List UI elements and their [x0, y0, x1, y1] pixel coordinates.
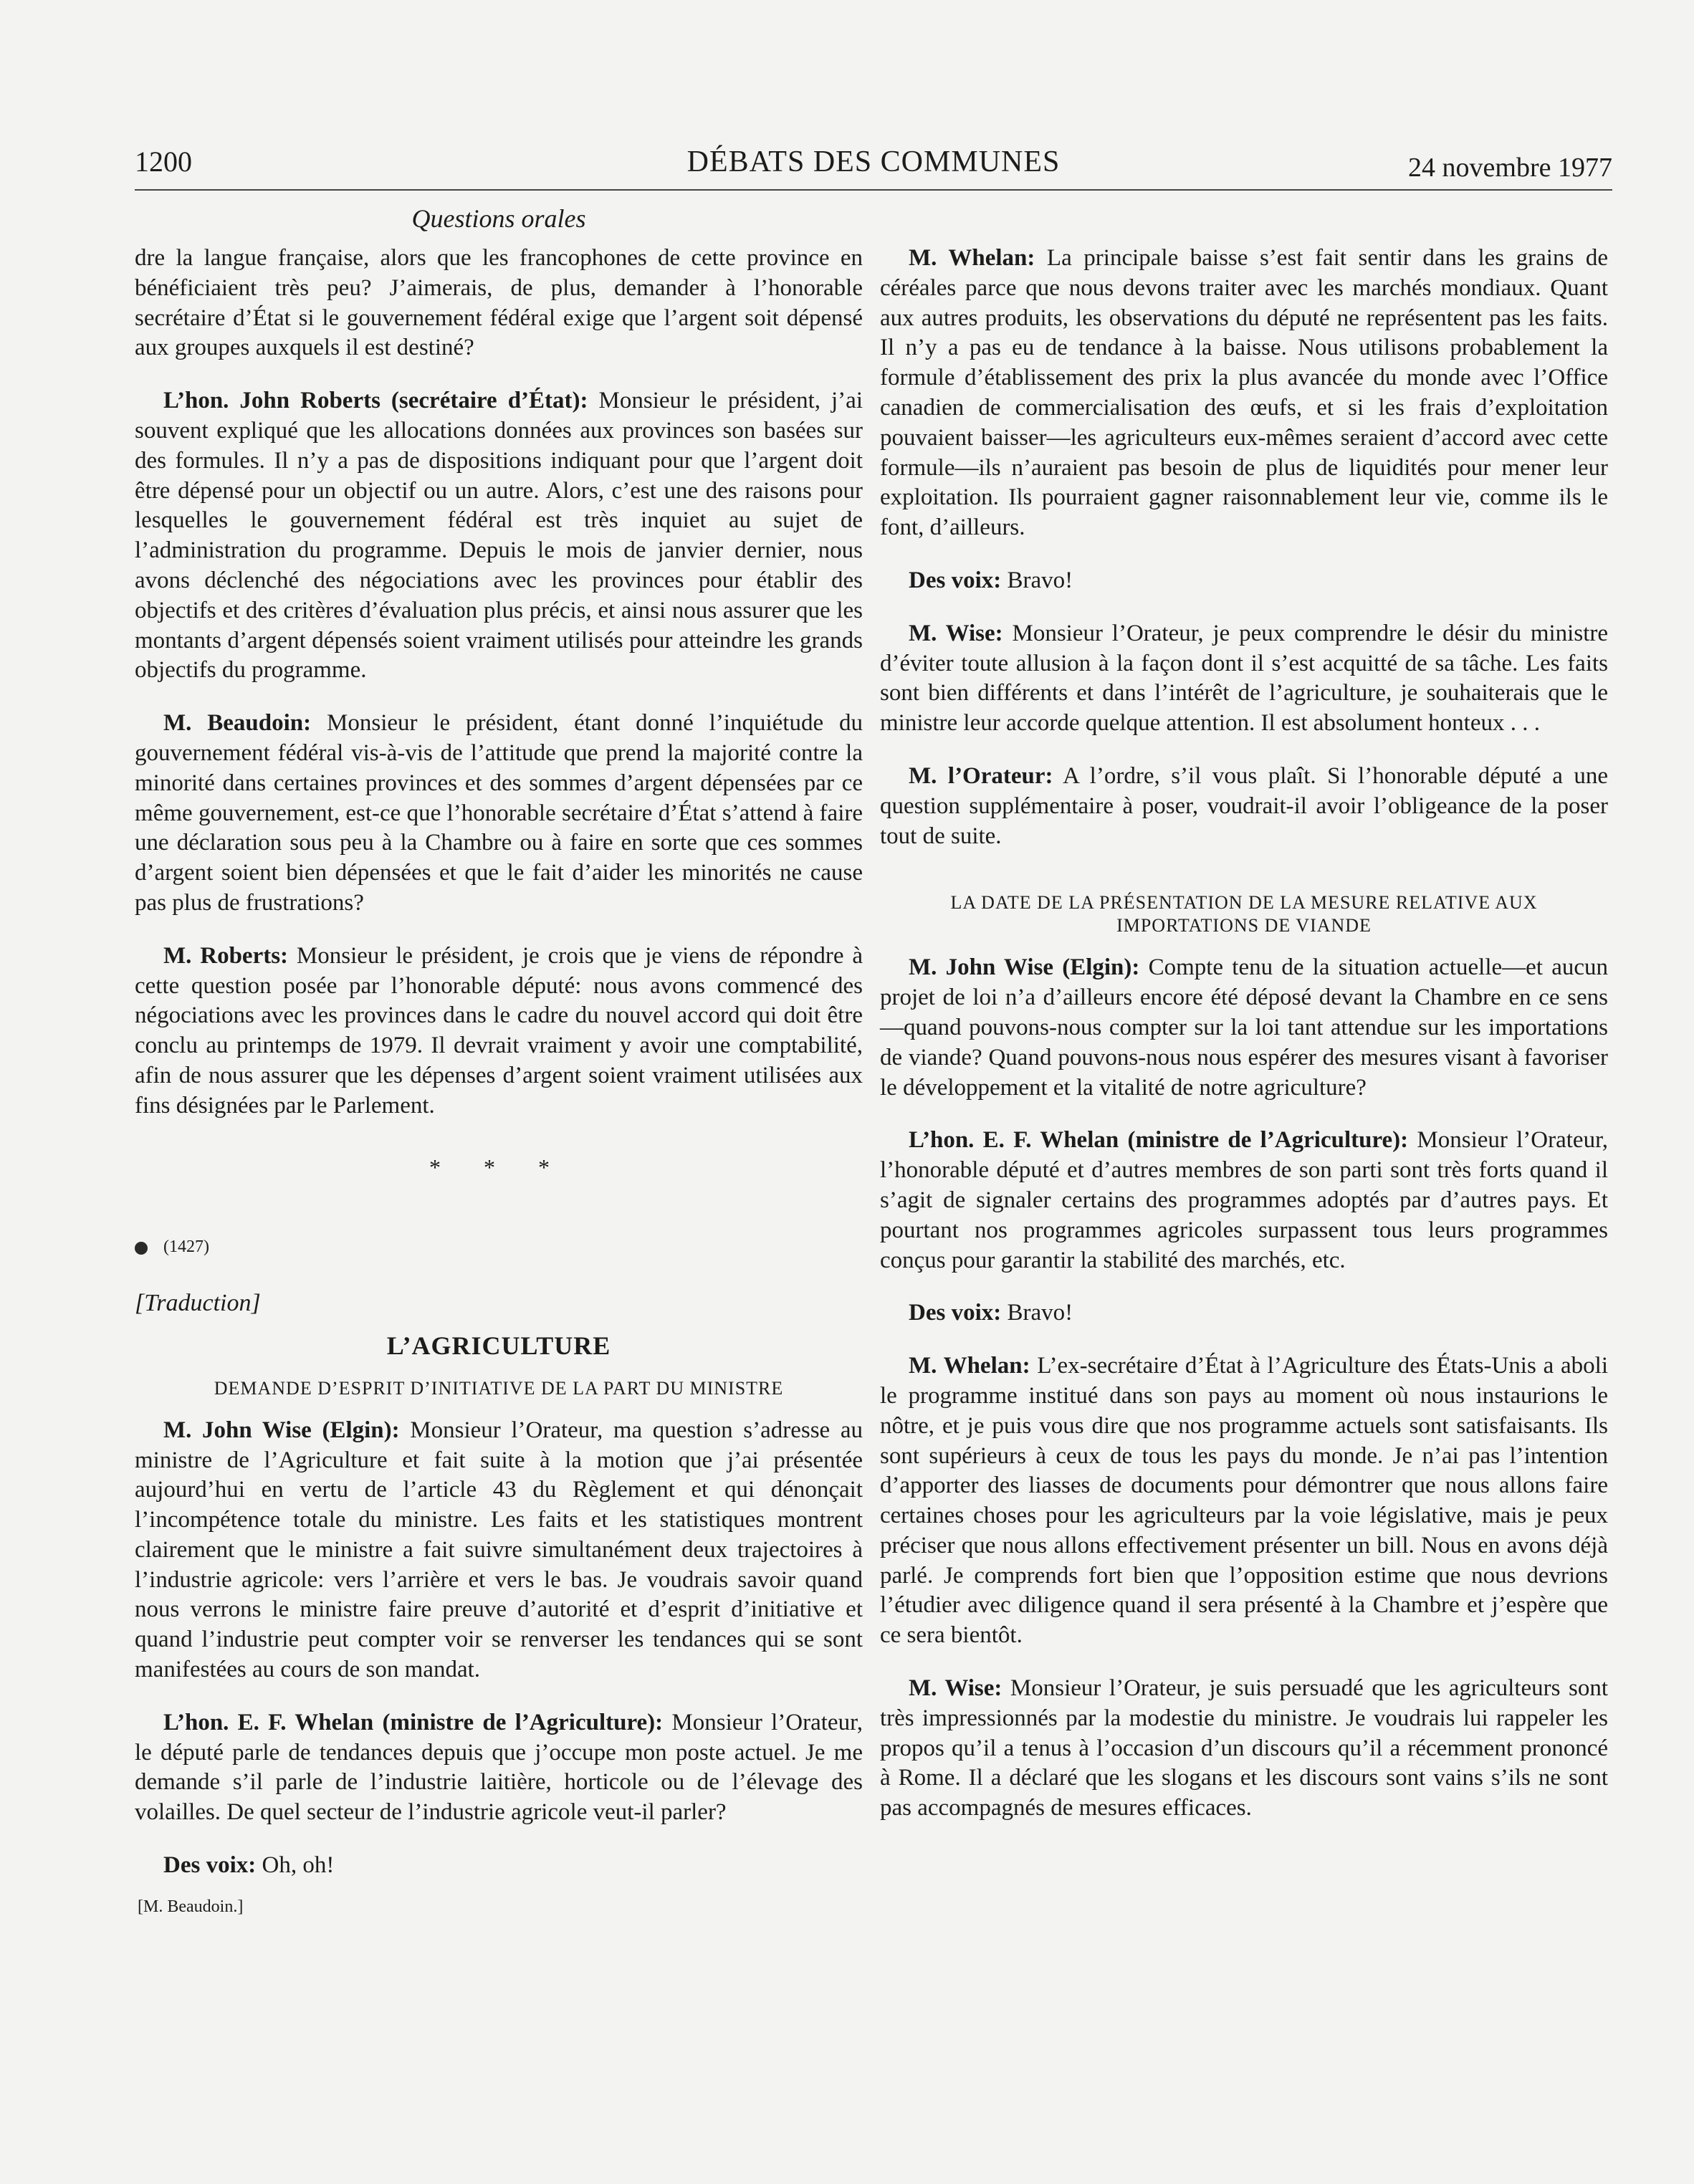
paragraph [880, 566, 1608, 596]
speech-text: La principale baisse s’est fait sentir dans les grains de céréales parce que nous devons traiter avec les marchés mondiaux. Quant aux autres produits, les observations du député ne représentent pas les faits. Il n’y a pas eu de tendance à la baisse. Nous utilisons probablement la formule d’établissement des prix la plus avancée du monde avec l’Office canadien de commercialisation des œufs, et si les frais d’exploitation pouvaient baisser—les agriculteurs eux-mêmes seraient d’accord avec cette formule—ils n’auraient pas besoin de plus de liquidités pour mener leur exploitation. Ils pourraient gagner raisonnablement leur vie, comme ils le font, d’ailleurs. [880, 245, 1609, 541]
speaker-name: M. Wise: [909, 1675, 1002, 1702]
speaker-name: M. Whelan: [909, 1353, 1030, 1379]
speaker-name: Des voix: [909, 1300, 1002, 1326]
paragraph [135, 709, 863, 919]
speaker-name: M. Beaudoin: [163, 710, 312, 737]
speech-text: Monsieur l’Orateur, ma question s’adresse au ministre de l’Agriculture et fait suite à la motion que j’ai présentée aujourd’hui en vertu de l’article 43 du Règlement et qui dénonçait l’incompétence totale du ministre. Les faits et les statistiques montrent clairement que le ministre a fait suivre simultanément deux trajectoires à l’industrie agricole: vers l’arrière et vers le bas. Je voudrais savoir quand nous verrons le ministre faire preuve d’autorité et d’esprit d’initiative et quand l’industrie peut compter voir se renverser les tendances qui se sont manifestées au cours de son mandat. [135, 1417, 863, 1683]
section-separator: * * * [429, 1154, 568, 1180]
paragraph [880, 1351, 1608, 1651]
page-number: 1200 [135, 145, 192, 178]
paragraph [880, 953, 1608, 1103]
speaker-name: M. l’Orateur: [909, 762, 1053, 789]
speech-text: Bravo! [1001, 567, 1073, 593]
paragraph [880, 1126, 1608, 1275]
left-column [135, 244, 863, 1922]
speech-text: Compte tenu de la situation actuelle—et aucun projet de loi n’a d’ailleurs encore été déposé devant la Chambre en ce sens—quand pouvons-nous compter sur la loi tant attendue sur les importations de viande? Quand pouvons-nous nous espérer des mesures visant à favoriser le développement et la vitalité de notre agriculture? [880, 954, 1608, 1101]
speaker-name: M. Wise: [909, 620, 1003, 646]
paragraph [135, 1708, 863, 1828]
speech-text: Monsieur l’Orateur, l’honorable député et d’autres membres de son parti sont très forts quand il s’agit de signaler certains des programmes adoptés par d’autres pays. Et pourtant nos programmes agricoles surpassent tous leurs programmes conçus pour garantir la stabilité des marchés, etc. [880, 1127, 1608, 1273]
speaker-name: M. Roberts: [163, 942, 289, 969]
speaker-name: Des voix: [909, 567, 1002, 593]
paragraph [135, 1851, 863, 1881]
paragraph: dre la langue française, alors que les francophones de cette province en bénéficiaient très peu? J’aimerais, de plus, demander à l’honorable secrétaire d’État si le gouvernement fédéral exige que l’argent soit dépensé aux groupes auxquels il est destiné? [135, 245, 863, 361]
speaker-name: L’hon. E. F. Whelan (ministre de l’Agriculture): [909, 1127, 1409, 1154]
speech-text: Oh, oh! [256, 1852, 335, 1879]
speaker-name: M. John Wise (Elgin): [909, 954, 1140, 981]
speaker-reference: [M. Beaudoin.] [138, 1897, 244, 1916]
speaker-name: M. John Wise (Elgin): [163, 1417, 400, 1443]
time-marker [135, 1232, 863, 1263]
speech-text: A l’ordre, s’il vous plaît. Si l’honorable député a une question supplémentaire à poser, voudrait-il avoir l’obligeance de la poser tout de suite. [880, 762, 1608, 849]
section-subtitle: LA DATE DE LA PRÉSENTATION DE LA MESURE RELATIVE AUX IMPORTATIONS DE VIANDE [950, 892, 1538, 937]
paragraph [135, 386, 863, 686]
speech-text: Monsieur le président, étant donné l’inquiétude du gouvernement fédéral vis-à-vis de l’attitude que prend la majorité contre la minorité dans certaines provinces et des sommes d’argent dépensées par ce même gouvernement, est-ce que l’honorable secrétaire d’État s’attend à faire une déclaration sous peu à la Chambre ou à faire en sorte que ces sommes d’argent soient bien dépensées et que le fait d’aider les minorités ne cause pas plus de frustrations? [135, 710, 863, 916]
bullet-dot-icon [135, 1242, 148, 1255]
paragraph [135, 1416, 863, 1685]
publication-date: 24 novembre 1977 [1408, 153, 1612, 183]
time-marker-label: (1427) [163, 1237, 209, 1257]
paragraph [880, 1674, 1608, 1824]
section-title: L’AGRICULTURE [386, 1331, 611, 1360]
publication-title: DÉBATS DES COMMUNES [686, 145, 1061, 178]
speaker-name: Des voix: [163, 1852, 257, 1879]
paragraph [880, 762, 1608, 851]
speaker-name: L’hon. E. F. Whelan (ministre de l’Agriculture): [163, 1709, 664, 1735]
speech-text: Monsieur le président, j’ai souvent expliqué que les allocations données aux provinces son basées sur des formules. Il n’y a pas de dispositions indiquant pour que l’argent doit être dépensé pour un objectif ou un autre. Alors, c’est une des raisons pour lesquelles le gouvernement fédéral est très inquiet au sujet de l’administration du programme. Depuis le mois de janvier dernier, nous avons déclenché des négociations avec les provinces pour établir des objectifs et des critères d’évaluation plus précis, et ainsi nous assurer que les montants d’argent dépensés soient vraiment utilisés pour atteindre les grands objectifs du programme. [135, 388, 863, 684]
speech-text: Monsieur le président, je crois que je viens de répondre à cette question posée par l’honorable député: nous avons commencé des négociations avec les provinces dans le cadre du nouvel accord qui doit être conclu au printemps de 1979. Il devrait vraiment y avoir une comptabilité, afin de nous assurer que les dépenses d’argent soient vraiment utilisées aux fins désignées par le Parlement. [135, 942, 863, 1119]
speech-text: Monsieur l’Orateur, le député parle de tendances depuis que j’occupe mon poste actuel. Je me demande s’il parle de l’industrie laitière, horticole ou de l’élevage des volailles. De quel secteur de l’industrie agricole veut-il parler? [135, 1709, 863, 1826]
paragraph [880, 244, 1608, 543]
speaker-name: L’hon. John Roberts (secrétaire d’État): [163, 388, 588, 414]
section-running-head: Questions orales [411, 204, 586, 233]
paragraph [880, 619, 1608, 739]
paragraph [135, 942, 863, 1121]
speech-text: Bravo! [1001, 1300, 1073, 1326]
section-subtitle: DEMANDE D’ESPRIT D’INITIATIVE DE LA PART DU MINISTRE [214, 1377, 784, 1399]
speaker-name: M. Whelan: [909, 245, 1035, 271]
page-header [135, 140, 1612, 191]
speech-text: L’ex-secrétaire d’État à l’Agriculture des États-Unis a aboli le programme institué dans son pays au moment où nous instaurions le nôtre, et je puis vous dire que nos programme actuels sont satisfaisants. Ils sont supérieurs à ceux de tous les pays du monde. Je n’ai pas l’intention d’apporter des liasses de documents pour démontrer que nous allons faire certaines choses pour les agriculteurs par la voie législative, mais je peux préciser que nous allons effectivement présenter un bill. Nous en avons déjà parlé. Je comprends fort bien que l’opposition estime que nous devrions l’étudier avec diligence quand il sera présenté à la Chambre et j’espère que ce sera bientôt. [880, 1353, 1609, 1649]
translation-note: [Traduction] [135, 1290, 261, 1317]
right-column [880, 244, 1608, 1847]
paragraph [880, 1298, 1608, 1328]
speech-text: Monsieur l’Orateur, je suis persuadé que les agriculteurs sont très impressionnés par la modestie du ministre. Je voudrais lui rappeler les propos qu’il a tenus à l’occasion d’un discours qu’il a récemment prononcé à Rome. Il a déclaré que les slogans et les discours sont vains s’ils ne sont pas accompagnés de mesures efficaces. [880, 1675, 1609, 1821]
speech-text: Monsieur l’Orateur, je peux comprendre le désir du ministre d’éviter toute allusion à la façon dont il s’est acquitté de sa tâche. Les faits sont bien différents et dans l’intérêt de l’agriculture, je souhaiterais que le ministre leur accorde quelque attention. Il est absolument honteux . . . [880, 620, 1608, 737]
